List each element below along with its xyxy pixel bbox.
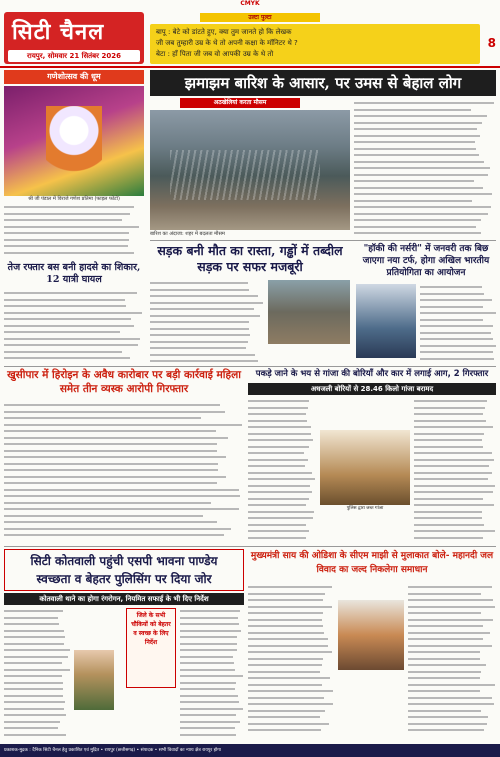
text-line — [4, 411, 225, 413]
arrest-headline: खुसीपार में हिरोइन के अवैध कारोबार पर बड़ी कार्रवाई महिला समेत तीन व्यस्क आरोपी गिरफ्तार — [7, 369, 241, 395]
kotwali-headline-line-2: स्वच्छता व बेहतर पुलिसिंग पर दिया जोर — [36, 572, 212, 586]
ganja-headline: पकड़े जाने के भय से गांजा की बोरियाँ और कार में लगाई आग, 2 गिरफ्तार — [255, 369, 489, 379]
text-line — [248, 524, 306, 526]
masthead — [4, 12, 144, 64]
text-line — [408, 593, 481, 595]
text-line — [248, 452, 304, 454]
text-line — [4, 450, 217, 452]
text-line — [408, 677, 480, 679]
ganesh-idol-icon — [46, 106, 102, 176]
text-line — [4, 636, 65, 638]
dateline: रायपुर, सोमवार 21 सितंबर 2026 — [8, 50, 140, 62]
text-line — [4, 714, 66, 716]
text-line — [4, 669, 70, 671]
text-line — [4, 456, 226, 458]
text-line — [4, 482, 217, 484]
ganesh-caption: श्री जी पंडाल में विराजे गणेश प्रतिमा (फाइल फोटो) — [28, 196, 120, 202]
rain-photo — [150, 110, 350, 230]
text-line — [248, 433, 311, 435]
text-line — [248, 400, 309, 402]
text-line — [4, 232, 129, 234]
text-line — [4, 515, 203, 517]
text-line — [4, 656, 68, 658]
text-line — [4, 437, 228, 439]
text-line — [180, 656, 233, 658]
text-line — [4, 528, 231, 530]
text-line — [248, 671, 320, 673]
text-line — [420, 351, 493, 353]
text-line — [414, 465, 489, 467]
text-line — [354, 135, 480, 137]
road-article-text — [150, 280, 264, 364]
text-line — [248, 407, 308, 409]
text-line — [4, 239, 129, 241]
cm-article-text-2 — [408, 584, 496, 738]
text-line — [354, 226, 476, 228]
text-line — [420, 312, 496, 314]
text-line — [248, 606, 332, 608]
ulta-pulta-label: उल्टा पुल्टा — [200, 13, 320, 22]
text-line — [4, 469, 218, 471]
cm-article-text — [248, 584, 334, 738]
text-line — [4, 424, 242, 426]
divider — [4, 366, 496, 367]
text-line — [408, 625, 483, 627]
text-line — [180, 636, 237, 638]
text-line — [408, 684, 495, 686]
text-line — [420, 325, 493, 327]
text-line — [414, 426, 493, 428]
text-line — [408, 671, 481, 673]
text-line — [414, 530, 495, 532]
text-line — [180, 695, 238, 697]
kotwali-article-text — [4, 608, 70, 738]
text-line — [248, 426, 311, 428]
text-line — [4, 219, 122, 221]
text-line — [354, 219, 481, 221]
text-line — [248, 517, 313, 519]
text-line — [248, 537, 306, 539]
text-line — [4, 682, 63, 684]
text-line — [248, 612, 323, 614]
road-photo — [268, 280, 350, 344]
text-line — [248, 413, 306, 415]
text-line — [420, 299, 492, 301]
text-line — [4, 357, 130, 359]
text-line — [414, 446, 483, 448]
text-line — [248, 645, 328, 647]
kotwali-headline-line-1: सिटी कोतवाली पहुंची एसपी भावना पाण्डेय — [30, 554, 218, 568]
text-line — [354, 167, 490, 169]
text-line — [408, 690, 480, 692]
text-line — [4, 623, 59, 625]
text-line — [354, 180, 474, 182]
text-line — [150, 308, 254, 310]
text-line — [4, 495, 240, 497]
text-line — [420, 319, 483, 321]
ganja-article-text — [248, 398, 316, 542]
text-line — [4, 610, 63, 612]
ganja-article-text-2 — [414, 398, 496, 542]
text-line — [248, 690, 333, 692]
text-line — [408, 606, 495, 608]
text-line — [4, 734, 66, 736]
text-line — [408, 658, 480, 660]
ulta-line-1: बापू : बेटे को डांटते हुए, क्या तुम जानते हो कि लेखक — [156, 28, 292, 36]
ganesh-photo — [4, 86, 144, 196]
text-line — [354, 141, 475, 143]
text-line — [4, 476, 226, 478]
text-line — [408, 599, 493, 601]
text-line — [248, 530, 309, 532]
text-line — [150, 315, 260, 317]
header-divider — [0, 66, 500, 68]
text-line — [180, 643, 237, 645]
divider — [4, 546, 496, 547]
text-line — [4, 662, 62, 664]
text-line — [4, 727, 58, 729]
text-line — [4, 206, 134, 208]
text-line — [180, 623, 239, 625]
text-line — [408, 632, 490, 634]
weather-strip: अठखेलियां करता मौसम — [180, 98, 300, 108]
text-line — [408, 664, 486, 666]
text-line — [4, 331, 120, 333]
text-line — [420, 306, 483, 308]
text-line — [248, 664, 322, 666]
text-line — [354, 122, 482, 124]
text-line — [150, 341, 248, 343]
cm-photo — [338, 600, 404, 670]
text-line — [414, 537, 483, 539]
text-line — [414, 524, 484, 526]
text-line — [414, 400, 487, 402]
text-line — [180, 669, 235, 671]
text-line — [180, 734, 236, 736]
text-line — [354, 128, 477, 130]
text-line — [420, 358, 494, 360]
page-number: 8 — [487, 36, 496, 50]
text-line — [150, 328, 249, 330]
text-line — [408, 612, 481, 614]
divider — [150, 240, 496, 241]
ulta-line-3: बेटा : हाँ पिता जी जब वो आपकी उम्र के थे तो — [156, 50, 274, 58]
text-line — [4, 299, 125, 301]
bus-accident-headline: तेज रफ्तार बस बनी हादसे का शिकार, 12 यात्री घायल — [7, 262, 141, 285]
text-line — [180, 682, 236, 684]
text-line — [408, 716, 488, 718]
ganja-subhead: अधजली बोरियों से 28.46 किलो गांजा बरामद — [248, 383, 496, 395]
text-line — [420, 286, 482, 288]
text-line — [4, 630, 64, 632]
text-line — [408, 710, 481, 712]
text-line — [354, 109, 471, 111]
footer-imprint: प्रकाशक-मुद्रक : दैनिक सिटी चैनल हेतु प्रकाशित एवं मुद्रित • रायपुर (छत्तीसगढ़) • संपादक • सभी विवादों का न्याय क्षेत्र रायपुर होगा — [0, 744, 500, 757]
hockey-article-text — [420, 284, 496, 364]
text-line — [4, 534, 224, 536]
kotwali-article-text-2 — [180, 608, 244, 738]
main-headline: झमाझम बारिश के आसार, पर उमस से बेहाल लोग — [150, 70, 496, 96]
text-line — [408, 703, 494, 705]
text-line — [414, 517, 482, 519]
text-line — [180, 662, 234, 664]
arrest-article-text — [4, 402, 244, 542]
ganja-photo — [320, 430, 410, 505]
ganja-caption: पुलिस द्वारा जब्त गांजा — [346, 506, 384, 511]
text-line — [414, 478, 488, 480]
text-line — [4, 226, 139, 228]
text-line — [180, 721, 240, 723]
cm-headline: मुख्यमंत्री साय की ओडिशा के सीएम माझी से मुलाकात बोले- महानदी जल विवाद का जल्द निकलेगा समाधान — [250, 551, 494, 575]
text-line — [354, 200, 472, 202]
text-line — [248, 729, 321, 731]
text-line — [248, 716, 320, 718]
text-line — [4, 292, 137, 294]
text-line — [408, 697, 492, 699]
text-line — [4, 351, 122, 353]
text-line — [354, 161, 484, 163]
text-line — [420, 293, 484, 295]
text-line — [4, 649, 70, 651]
text-line — [248, 459, 308, 461]
text-line — [414, 452, 492, 454]
bus-accident-text — [4, 290, 144, 364]
text-line — [248, 625, 323, 627]
text-line — [354, 174, 488, 176]
text-line — [180, 610, 240, 612]
text-line — [4, 245, 128, 247]
text-line — [248, 703, 333, 705]
text-line — [180, 708, 243, 710]
kotwali-quote-box: जिले के सभी चौकियों को बेहतर व स्वच्छ के लिए निर्देश — [126, 608, 176, 688]
text-line — [4, 325, 134, 327]
text-line — [150, 282, 248, 284]
text-line — [4, 695, 63, 697]
text-line — [414, 491, 493, 493]
text-line — [4, 521, 217, 523]
ulta-line-2: जी जब तुम्हारी उम्र के थे तो अपनी कक्षा के मॉनिटर थे ? — [156, 39, 298, 47]
text-line — [4, 508, 239, 510]
text-line — [354, 206, 491, 208]
text-line — [248, 511, 314, 513]
text-line — [150, 347, 246, 349]
text-line — [248, 677, 330, 679]
text-line — [180, 617, 238, 619]
text-line — [414, 504, 494, 506]
text-line — [248, 586, 332, 588]
text-line — [4, 305, 126, 307]
hockey-headline: "हॉकी की नर्सरी" में जनवरी तक बिछ जाएगा नया टर्फ, होगा अखिल भारतीय प्रतियोगिता का आयोजन — [362, 244, 490, 278]
text-line — [248, 504, 306, 506]
text-line — [4, 344, 138, 346]
text-line — [414, 498, 483, 500]
kotwali-headline — [4, 549, 244, 591]
text-line — [248, 465, 305, 467]
text-line — [180, 630, 241, 632]
text-line — [4, 404, 220, 406]
text-line — [4, 318, 131, 320]
text-line — [414, 407, 485, 409]
text-line — [414, 439, 482, 441]
text-line — [4, 430, 216, 432]
text-line — [4, 708, 64, 710]
text-line — [248, 658, 323, 660]
text-line — [4, 463, 218, 465]
text-line — [150, 302, 263, 304]
text-line — [408, 619, 493, 621]
text-line — [408, 723, 487, 725]
text-line — [414, 472, 492, 474]
text-line — [248, 593, 325, 595]
text-line — [4, 688, 63, 690]
text-line — [248, 446, 309, 448]
text-line — [150, 289, 249, 291]
text-line — [4, 675, 62, 677]
text-line — [150, 334, 250, 336]
text-line — [414, 420, 486, 422]
text-line — [4, 443, 217, 445]
text-line — [248, 498, 309, 500]
text-line — [248, 710, 325, 712]
text-line — [248, 478, 315, 480]
text-line — [414, 413, 483, 415]
text-line — [4, 252, 134, 254]
text-line — [150, 295, 258, 297]
text-line — [180, 714, 236, 716]
text-line — [248, 684, 322, 686]
text-line — [4, 701, 65, 703]
text-line — [354, 148, 476, 150]
text-line — [408, 638, 483, 640]
text-line — [354, 193, 492, 195]
text-line — [4, 643, 64, 645]
text-line — [248, 632, 324, 634]
text-line — [248, 485, 310, 487]
text-line — [4, 502, 211, 504]
officer-photo — [74, 650, 114, 710]
text-line — [248, 723, 329, 725]
text-line — [4, 489, 239, 491]
text-line — [408, 651, 480, 653]
text-line — [248, 472, 312, 474]
text-line — [354, 154, 479, 156]
text-line — [354, 232, 481, 234]
text-line — [4, 312, 142, 314]
text-line — [354, 102, 494, 104]
text-line — [408, 645, 492, 647]
text-line — [180, 675, 243, 677]
text-line — [414, 485, 495, 487]
text-line — [4, 338, 140, 340]
ulta-pulta-box — [150, 24, 480, 64]
rain-caption: बारिश का अंदाजा: शहर में बदलता मौसम — [150, 231, 225, 237]
hockey-photo — [356, 284, 416, 358]
text-line — [180, 701, 239, 703]
text-line — [354, 213, 488, 215]
road-headline: सड़क बनी मौत का रास्ता, गड्ढों में तब्दील सड़क पर सफर मजबूरी — [157, 243, 343, 274]
text-line — [408, 729, 484, 731]
text-line — [180, 649, 237, 651]
kotwali-subhead: कोतवाली थाने का होगा रंगरोगन, नियमित सफाई के भी दिए निर्देश — [4, 593, 244, 605]
paper-name: सिटी चैनल — [12, 19, 105, 45]
text-line — [248, 420, 307, 422]
text-line — [4, 417, 201, 419]
text-line — [248, 599, 323, 601]
text-line — [420, 332, 491, 334]
text-line — [420, 345, 496, 347]
text-line — [248, 638, 328, 640]
text-line — [150, 354, 255, 356]
text-line — [354, 115, 487, 117]
ganesh-heading: गणेशोत्सव की धूम — [4, 70, 144, 84]
text-line — [248, 491, 312, 493]
cmyk-mark: CMYK — [240, 0, 260, 7]
text-line — [248, 439, 313, 441]
text-line — [420, 338, 493, 340]
text-line — [354, 187, 483, 189]
ganesh-article-text — [4, 204, 144, 258]
text-line — [408, 586, 492, 588]
main-article-text — [354, 100, 496, 236]
text-line — [4, 721, 60, 723]
text-line — [414, 459, 494, 461]
text-line — [180, 727, 235, 729]
text-line — [248, 619, 322, 621]
text-line — [248, 651, 332, 653]
text-line — [180, 688, 235, 690]
text-line — [150, 360, 258, 362]
text-line — [150, 321, 249, 323]
text-line — [4, 617, 58, 619]
text-line — [4, 213, 130, 215]
text-line — [248, 697, 324, 699]
text-line — [414, 511, 482, 513]
text-line — [414, 433, 484, 435]
